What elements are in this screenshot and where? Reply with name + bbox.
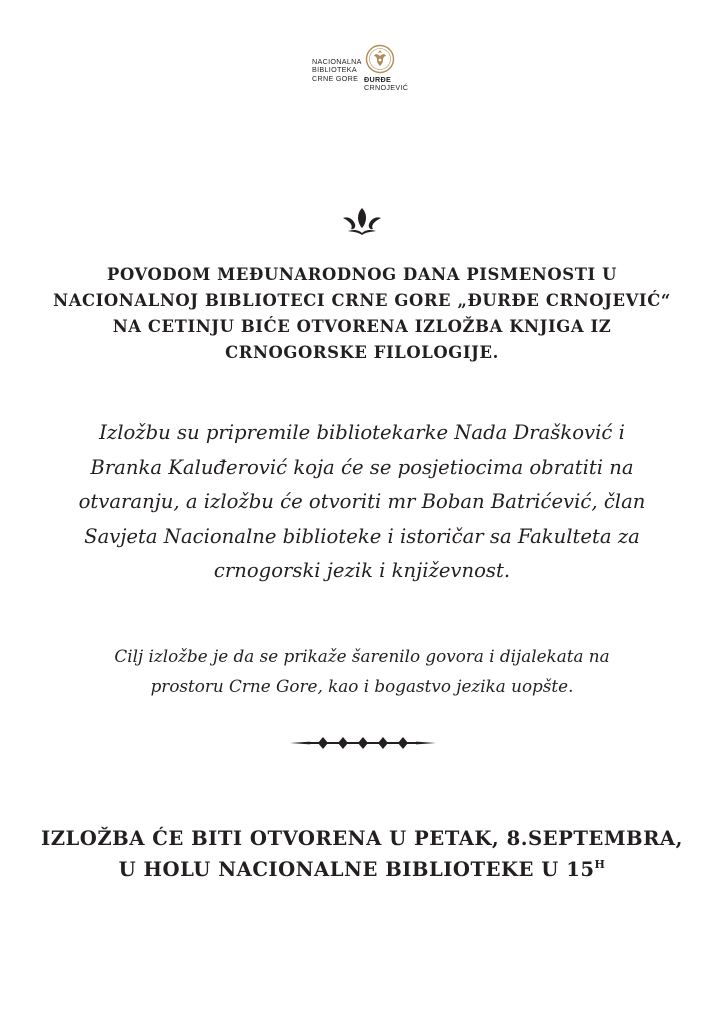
paragraph-line: prostoru Crne Gore, kao i bogastvo jezika uopšte. [150,676,574,696]
ornament-icon [340,206,384,236]
logo-line: NACIONALNA [312,57,362,66]
divider-ornament-icon [290,733,436,753]
paragraph-line: Izložbu su pripremile bibliotekarke Nada Drašković i [99,421,625,444]
heading-line: NACIONALNOJ BIBLIOTECI CRNE GORE „ĐURĐE CRNOJEVIĆ“ [53,291,671,310]
seal-icon [365,44,395,74]
time-superscript: H [594,858,606,871]
library-logo [312,44,422,100]
heading-line: POVODOM MEĐUNARODNOG DANA PISMENOSTI U [107,265,617,284]
paragraph-line: Branka Kaluđerović koja će se posjetiocima obratiti na [90,455,634,479]
paragraph-line: Cilj izložbe je da se prikaže šarenilo govora i dijalekata na [114,646,610,666]
paragraph-line: crnogorski jezik i književnost. [213,559,511,582]
heading [40,262,684,366]
opening-announcement [30,823,694,885]
logo-line: CRNE GORE [312,73,359,83]
announcement-line [30,854,694,885]
logo-line: BIBLIOTEKA [312,65,357,75]
heading-line: CRNOGORSKE FILOLOGIJE. [225,343,499,362]
paragraph-line: Savjeta Nacionalne biblioteke i istoričar sa Fakulteta za [84,524,640,548]
logo-line: ĐURĐE [364,75,392,84]
logo-text-left [312,58,362,83]
logo-text-right [364,76,408,93]
announcement-text: U HOLU NACIONALNE BIBLIOTEKE U 15 [118,858,595,881]
logo-line: CRNOJEVIĆ [364,83,409,93]
announcement-line: IZLOŽBA ĆE BITI OTVORENA U PETAK, 8.SEPTEMBRA, [41,827,683,850]
heading-line: NA CETINJU BIĆE OTVORENA IZLOŽBA KNJIGA IZ [112,317,612,336]
paragraph-organizers [40,416,684,589]
paragraph-goal [40,641,684,701]
paragraph-line: otvaranju, a izložbu će otvoriti mr Boban Batrićević, član [78,490,646,513]
